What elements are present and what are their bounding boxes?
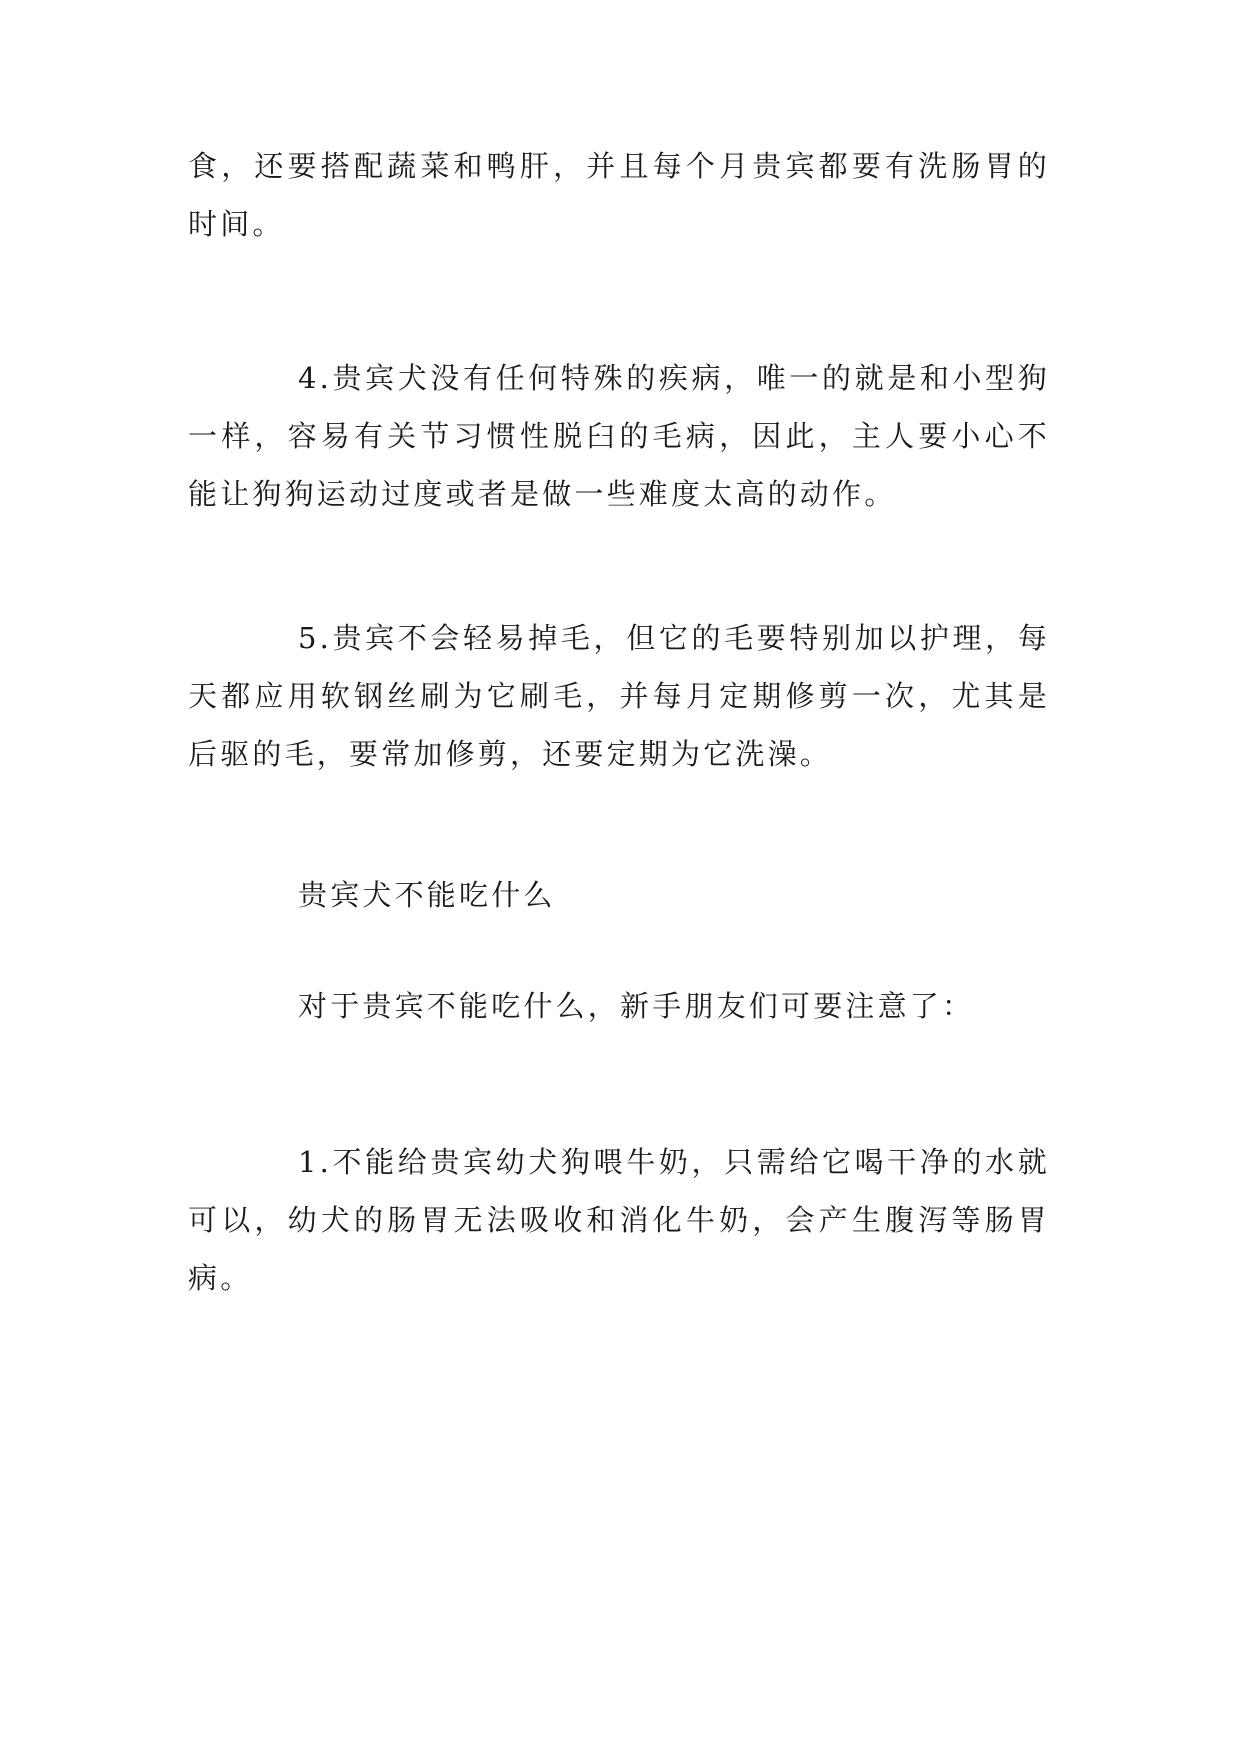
paragraph-item-4: 4.贵宾犬没有任何特殊的疾病，唯一的就是和小型狗一样，容易有关节习惯性脱臼的毛病，因此，主人要小心不能让狗狗运动过度或者是做一些难度太高的动作。: [188, 361, 1050, 511]
paragraph-intro: 对于贵宾不能吃什么，新手朋友们可要注意了：: [298, 989, 975, 1023]
paragraph-continuation: 食，还要搭配蔬菜和鸭肝，并且每个月贵宾都要有洗肠胃的时间。: [188, 149, 1050, 241]
paragraph-item-5: 5.贵宾不会轻易掉毛，但它的毛要特别加以护理，每天都应用软钢丝刷为它刷毛，并每月定期修剪一次，尤其是后驱的毛，要常加修剪，还要定期为它洗澡。: [188, 621, 1050, 771]
paragraph-item-1: 1.不能给贵宾幼犬狗喂牛奶，只需给它喝干净的水就可以，幼犬的肠胃无法吸收和消化牛奶，会产生腹泻等肠胃病。: [188, 1145, 1050, 1295]
section-heading: 贵宾犬不能吃什么: [298, 878, 556, 912]
